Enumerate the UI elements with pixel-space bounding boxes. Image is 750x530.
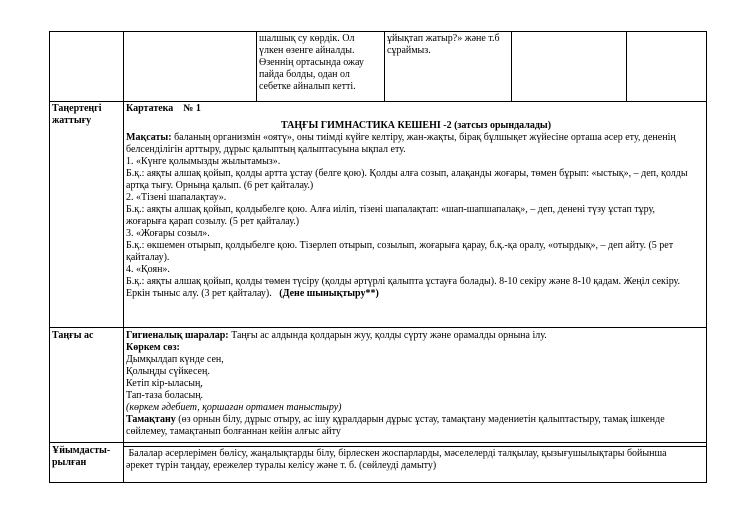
text-line: белсенділігін арттыру, дұрыс қалыптың қалыптасуына ықпал ету. [126,144,406,155]
last-line-text: Еркін тыныс алу. (3 рет қайталау). [126,288,280,299]
label-line: Таңертеңгі [52,103,102,114]
table-border-row3 [49,442,707,443]
organized-content [126,448,706,472]
row-label-morning-exercise [52,103,122,127]
text-line: 4. «Қоян». [126,264,170,275]
label-line: Ұйымдасты- [52,445,111,456]
table-border-col1 [123,31,124,483]
text-line: 3. «Жоғары созыл». [126,228,210,239]
goal-text: баланың организмін «оятү», оны тиімді күйге келтіру, жан-жақты, бірақ бұлшықет жүйесіне орташа әсер ету, дененің [171,132,676,143]
row-label-breakfast [52,330,122,342]
text-line: 2. «Тізені шапалақтау». [126,192,227,203]
poem-line: Кетіп кір-ыласың, [126,378,203,389]
table-border-row1 [49,101,707,102]
top-row-col4-text [387,33,510,57]
table-border-col3 [384,31,385,101]
exercise-title: ТАҢҒЫ ГИМНАСТИКА КЕШЕНІ -2 (затсыз орындалады) [280,120,552,131]
table-border-col2 [256,31,257,101]
table-border-col5 [626,31,627,101]
text-line: себетке айналып кетті. [259,81,356,92]
text-line: 1. «Күнге қолымызды жылытамыз». [126,156,281,167]
table-border-col4 [511,31,512,101]
table-border-right [706,31,707,483]
text-line: жоғарыға қарап созылу. (5 рет қайталау.) [126,216,300,227]
table-border-bottom [49,482,707,483]
text-line: Б.қ.: аяқты алшақ қойып, қолдыбелге қою. Алға иіліп, тізені шапалақтап: «шап-шапшапалақ», – деп, денені түзу ұстап тұру, [126,204,656,215]
text-line: әрекет түрін таңдау, ережелер туралы келісу және т. б. (сөйлеуді дамыту) [126,460,437,471]
last-line [126,288,706,300]
breakfast-content [126,330,706,438]
text-line: қайталау). [126,252,170,263]
goal-label: Мақсаты: [126,132,172,143]
label-line: жаттығу [52,115,92,126]
text-line: үлкен өзенге айналды. [259,45,355,56]
meal-text: (өз орнын білу, дұрыс отыру, ас ішу құралдарын дұрыс ұстау, тамақтану мәдениетін қалыптастыру, тамақ ішкенде [175,414,665,425]
goal-line [126,132,706,144]
subject-note: (көркем әдебиет, қоршаған ортамен таныстыру) [126,402,342,413]
hygiene-line [126,330,706,342]
text-line: Б.қ.: аяқты алшақ қойып, қолды артта ұстау (белге қою). Қолды алға созып, алақанды жоғары, төмен бұрып: «ыстық», – деп, қолды [126,168,688,179]
row-label-organized [52,445,122,469]
morning-exercise-content [126,103,706,300]
text-line: артқа тығу. Орныңа қалып. (6 рет қайталау.) [126,180,314,191]
table-border-left [49,31,50,483]
hygiene-text: Таңғы ас алдында қолдарын жуу, қолды сүрту және орамалды орнына ілу. [228,330,547,341]
text-line: шалшық су көрдік. Ол [259,33,355,44]
poem-line: Қолыңды сүйкесең. [126,366,210,377]
text-line: пайда болды, одан ол [259,69,350,80]
subject-tag: (Дене шынықтыру**) [279,288,379,299]
meal-line-2: сөйлемеу, тамақтанып болғаннан кейін алғыс айту [126,426,341,437]
hygiene-label: Гигиеналық шаралар: [126,330,229,341]
meal-line [126,414,706,426]
table-border-row2 [49,327,707,328]
meal-label: Тамақтану [126,414,176,425]
top-row-col3-text [259,33,383,93]
label-line: рылған [52,457,87,468]
card-number: Картатека № 1 [126,103,201,114]
poem-label: Көркем сөз: [126,342,180,353]
text-line: сұраймыз. [387,45,431,56]
poem-line: Дымқылдап күнде сен, [126,354,224,365]
text-line: Б.қ.: өкшемен отырып, қолдыбелге қою. Тізерлеп отырып, созылып, жоғарыға қарау, б.қ.-қа оралу, «отырдық», – деп айту. (5 рет [126,240,674,251]
table-border-top [49,31,707,32]
table-border-row3b [123,446,707,447]
text-line: Балалар әсерлерімен бөлісу, жаңалықтарды білу, бірлескен жоспарларды, мәселелерді талқылау, қызығушылықтары бойынша [126,448,667,459]
poem-line: Тап-таза боласың. [126,390,204,401]
label-line: Таңғы ас [52,330,94,341]
text-line: Б.қ.: аяқты алшақ қойып, қолды төмен түсіру (қолды әртүрлі қалыпта ұстауға болады). 8-10 секіру және 8-10 қадам. Жеңіл секіру. [126,276,681,287]
text-line: ұйықтап жатыр?» және т.б [387,33,500,44]
text-line: Өзеннің ортасында ожау [259,57,364,68]
